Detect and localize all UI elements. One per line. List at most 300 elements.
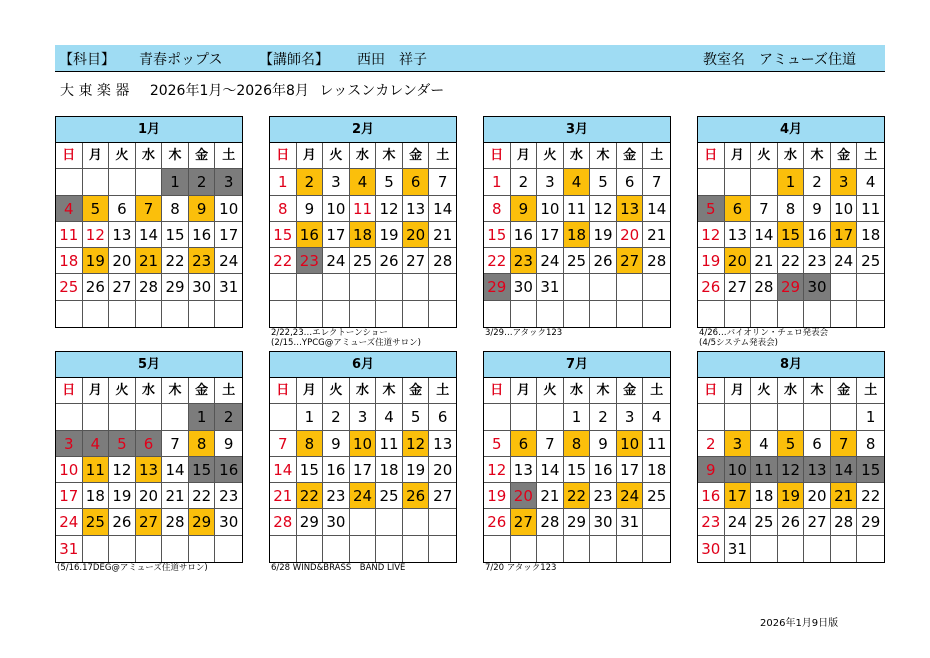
day-cell: 21	[270, 483, 297, 509]
day-cell: 29	[857, 509, 884, 535]
day-cell: 2	[511, 169, 538, 195]
month-title: 3月	[484, 117, 670, 143]
day-cell: 31	[215, 274, 242, 300]
day-cell: 3	[725, 431, 752, 457]
day-cell: 28	[270, 509, 297, 535]
day-cell: 2	[804, 169, 831, 195]
month-note	[57, 563, 208, 573]
day-cell: 3	[537, 169, 564, 195]
day-cell: 7	[429, 169, 456, 195]
day-cell: 27	[136, 509, 163, 535]
day-cell: 30	[189, 274, 216, 300]
day-cell: 18	[643, 457, 670, 483]
month-grid	[698, 378, 884, 562]
day-cell: 29	[778, 274, 805, 300]
day-cell: 19	[484, 483, 511, 509]
empty-cell	[778, 404, 805, 430]
day-cell: 26	[590, 248, 617, 274]
day-cell: 14	[429, 196, 456, 222]
empty-cell	[83, 169, 110, 195]
day-cell: 1	[778, 169, 805, 195]
empty-cell	[751, 169, 778, 195]
day-cell: 24	[725, 509, 752, 535]
day-cell: 18	[56, 248, 83, 274]
day-cell: 21	[537, 483, 564, 509]
day-cell: 8	[778, 196, 805, 222]
empty-cell	[270, 301, 297, 327]
weekday-header: 水	[350, 378, 377, 404]
day-cell: 27	[804, 509, 831, 535]
empty-cell	[429, 509, 456, 535]
month-title: 6月	[270, 352, 456, 378]
day-cell: 4	[376, 404, 403, 430]
day-cell: 3	[831, 169, 858, 195]
day-cell: 26	[376, 248, 403, 274]
day-cell: 5	[83, 196, 110, 222]
day-cell: 6	[617, 169, 644, 195]
weekday-header: 金	[617, 378, 644, 404]
month-title: 4月	[698, 117, 884, 143]
day-cell: 16	[297, 222, 324, 248]
day-cell: 11	[83, 457, 110, 483]
day-cell: 25	[56, 274, 83, 300]
weekday-header: 日	[56, 378, 83, 404]
day-cell: 12	[484, 457, 511, 483]
empty-cell	[511, 301, 538, 327]
day-cell: 16	[215, 457, 242, 483]
day-cell: 1	[270, 169, 297, 195]
weekday-header: 土	[857, 143, 884, 169]
day-cell: 21	[643, 222, 670, 248]
day-cell: 17	[215, 222, 242, 248]
day-cell: 15	[270, 222, 297, 248]
empty-cell	[83, 301, 110, 327]
day-cell: 22	[297, 483, 324, 509]
weekday-header: 土	[215, 143, 242, 169]
day-cell: 27	[511, 509, 538, 535]
month-calendar	[55, 116, 243, 328]
empty-cell	[751, 301, 778, 327]
month-calendar	[483, 116, 671, 328]
weekday-header: 木	[590, 143, 617, 169]
empty-cell	[804, 301, 831, 327]
weekday-header: 火	[323, 378, 350, 404]
day-cell: 14	[537, 457, 564, 483]
empty-cell	[297, 301, 324, 327]
day-cell: 2	[323, 404, 350, 430]
empty-cell	[162, 536, 189, 562]
day-cell: 1	[484, 169, 511, 195]
day-cell: 16	[804, 222, 831, 248]
day-cell: 7	[751, 196, 778, 222]
empty-cell	[778, 301, 805, 327]
month-calendar	[55, 351, 243, 563]
day-cell: 5	[403, 404, 430, 430]
empty-cell	[215, 301, 242, 327]
day-cell: 13	[725, 222, 752, 248]
day-cell: 4	[83, 431, 110, 457]
day-cell: 27	[429, 483, 456, 509]
empty-cell	[857, 274, 884, 300]
day-cell: 6	[109, 196, 136, 222]
weekday-header: 月	[297, 143, 324, 169]
empty-cell	[323, 536, 350, 562]
empty-cell	[725, 301, 752, 327]
day-cell: 7	[643, 169, 670, 195]
day-cell: 23	[297, 248, 324, 274]
day-cell: 20	[511, 483, 538, 509]
note-line: (4/5システム発表会)	[699, 338, 778, 348]
day-cell: 13	[804, 457, 831, 483]
weekday-header: 土	[857, 378, 884, 404]
classroom-label: 教室名	[703, 52, 745, 68]
day-cell: 10	[831, 196, 858, 222]
day-cell: 23	[189, 248, 216, 274]
empty-cell	[297, 536, 324, 562]
day-cell: 7	[136, 196, 163, 222]
day-cell: 17	[537, 222, 564, 248]
day-cell: 15	[857, 457, 884, 483]
day-cell: 5	[778, 431, 805, 457]
weekday-header: 木	[162, 378, 189, 404]
day-cell: 21	[751, 248, 778, 274]
day-cell: 24	[831, 248, 858, 274]
weekday-header: 日	[270, 378, 297, 404]
weekday-header: 土	[215, 378, 242, 404]
day-cell: 6	[403, 169, 430, 195]
weekday-header: 木	[804, 143, 831, 169]
day-cell: 13	[403, 196, 430, 222]
day-cell: 1	[857, 404, 884, 430]
day-cell: 6	[511, 431, 538, 457]
day-cell: 11	[857, 196, 884, 222]
day-cell: 26	[484, 509, 511, 535]
weekday-header: 金	[831, 378, 858, 404]
day-cell: 19	[778, 483, 805, 509]
day-cell: 9	[804, 196, 831, 222]
empty-cell	[323, 274, 350, 300]
empty-cell	[136, 404, 163, 430]
empty-cell	[831, 274, 858, 300]
empty-cell	[537, 301, 564, 327]
day-cell: 23	[804, 248, 831, 274]
weekday-header: 木	[804, 378, 831, 404]
day-cell: 10	[725, 457, 752, 483]
month-title: 1月	[56, 117, 242, 143]
day-cell: 31	[56, 536, 83, 562]
weekday-header: 水	[136, 143, 163, 169]
month-calendar	[697, 116, 885, 328]
day-cell: 29	[297, 509, 324, 535]
day-cell: 10	[537, 196, 564, 222]
subtitle	[60, 80, 450, 100]
weekday-header: 木	[162, 143, 189, 169]
empty-cell	[484, 536, 511, 562]
day-cell: 8	[564, 431, 591, 457]
day-cell: 3	[350, 404, 377, 430]
weekday-header: 月	[511, 143, 538, 169]
day-cell: 20	[429, 457, 456, 483]
day-cell: 26	[698, 274, 725, 300]
day-cell: 30	[804, 274, 831, 300]
day-cell: 6	[136, 431, 163, 457]
empty-cell	[751, 536, 778, 562]
month-calendar	[697, 351, 885, 563]
weekday-header: 日	[56, 143, 83, 169]
day-cell: 13	[109, 222, 136, 248]
day-cell: 23	[511, 248, 538, 274]
day-cell: 15	[484, 222, 511, 248]
day-cell: 13	[617, 196, 644, 222]
day-cell: 23	[698, 509, 725, 535]
day-cell: 7	[270, 431, 297, 457]
day-cell: 29	[484, 274, 511, 300]
day-cell: 27	[109, 274, 136, 300]
weekday-header: 水	[136, 378, 163, 404]
day-cell: 28	[429, 248, 456, 274]
weekday-header: 日	[698, 143, 725, 169]
day-cell: 25	[857, 248, 884, 274]
day-cell: 17	[831, 222, 858, 248]
day-cell: 19	[109, 483, 136, 509]
day-cell: 14	[162, 457, 189, 483]
empty-cell	[270, 536, 297, 562]
empty-cell	[484, 404, 511, 430]
weekday-header: 土	[643, 143, 670, 169]
weekday-header: 金	[831, 143, 858, 169]
day-cell: 9	[189, 196, 216, 222]
month-grid	[56, 378, 242, 562]
day-cell: 25	[751, 509, 778, 535]
day-cell: 13	[511, 457, 538, 483]
note-line: 2/22,23…エレクトーンショー	[271, 328, 388, 338]
day-cell: 9	[511, 196, 538, 222]
weekday-header: 木	[376, 143, 403, 169]
classroom-name: アミューズ住道	[759, 52, 857, 68]
empty-cell	[297, 274, 324, 300]
calendar-caption: レッスンカレンダー	[319, 83, 445, 99]
empty-cell	[56, 404, 83, 430]
day-cell: 12	[590, 196, 617, 222]
subject-name: 青春ポップス	[139, 52, 223, 68]
day-cell: 18	[376, 457, 403, 483]
month-title: 7月	[484, 352, 670, 378]
day-cell: 26	[403, 483, 430, 509]
empty-cell	[564, 274, 591, 300]
month-note	[485, 328, 562, 338]
weekday-header: 水	[564, 143, 591, 169]
empty-cell	[376, 536, 403, 562]
day-cell: 18	[564, 222, 591, 248]
empty-cell	[725, 169, 752, 195]
day-cell: 21	[162, 483, 189, 509]
day-cell: 17	[56, 483, 83, 509]
day-cell: 27	[725, 274, 752, 300]
weekday-header: 水	[350, 143, 377, 169]
day-cell: 1	[297, 404, 324, 430]
day-cell: 10	[323, 196, 350, 222]
month-title: 5月	[56, 352, 242, 378]
day-cell: 16	[698, 483, 725, 509]
day-cell: 20	[403, 222, 430, 248]
empty-cell	[83, 404, 110, 430]
day-cell: 23	[590, 483, 617, 509]
day-cell: 31	[725, 536, 752, 562]
weekday-header: 火	[751, 143, 778, 169]
day-cell: 6	[725, 196, 752, 222]
day-cell: 23	[215, 483, 242, 509]
empty-cell	[215, 536, 242, 562]
day-cell: 21	[136, 248, 163, 274]
day-cell: 23	[323, 483, 350, 509]
teacher-label: 【講師名】	[259, 52, 329, 68]
day-cell: 2	[590, 404, 617, 430]
empty-cell	[109, 169, 136, 195]
empty-cell	[376, 301, 403, 327]
empty-cell	[751, 404, 778, 430]
period: 2026年1月～2026年8月	[149, 83, 309, 99]
day-cell: 10	[617, 431, 644, 457]
day-cell: 15	[564, 457, 591, 483]
day-cell: 5	[109, 431, 136, 457]
day-cell: 8	[270, 196, 297, 222]
header-bar	[55, 45, 885, 72]
weekday-header: 日	[698, 378, 725, 404]
month-title: 8月	[698, 352, 884, 378]
weekday-header: 日	[484, 143, 511, 169]
day-cell: 10	[350, 431, 377, 457]
day-cell: 30	[698, 536, 725, 562]
weekday-header: 火	[323, 143, 350, 169]
empty-cell	[831, 301, 858, 327]
day-cell: 28	[643, 248, 670, 274]
day-cell: 19	[590, 222, 617, 248]
day-cell: 28	[831, 509, 858, 535]
empty-cell	[537, 536, 564, 562]
empty-cell	[857, 301, 884, 327]
day-cell: 5	[698, 196, 725, 222]
weekday-header: 火	[109, 143, 136, 169]
empty-cell	[857, 536, 884, 562]
empty-cell	[698, 169, 725, 195]
day-cell: 28	[162, 509, 189, 535]
empty-cell	[403, 536, 430, 562]
month-calendar	[483, 351, 671, 563]
day-cell: 4	[643, 404, 670, 430]
day-cell: 15	[778, 222, 805, 248]
day-cell: 10	[56, 457, 83, 483]
day-cell: 6	[429, 404, 456, 430]
day-cell: 16	[323, 457, 350, 483]
day-cell: 22	[857, 483, 884, 509]
day-cell: 19	[83, 248, 110, 274]
day-cell: 4	[56, 196, 83, 222]
day-cell: 31	[617, 509, 644, 535]
day-cell: 11	[350, 196, 377, 222]
day-cell: 17	[617, 457, 644, 483]
day-cell: 24	[617, 483, 644, 509]
day-cell: 8	[189, 431, 216, 457]
month-note	[485, 563, 556, 573]
day-cell: 22	[778, 248, 805, 274]
day-cell: 28	[136, 274, 163, 300]
day-cell: 3	[323, 169, 350, 195]
weekday-header: 水	[564, 378, 591, 404]
day-cell: 26	[109, 509, 136, 535]
day-cell: 4	[857, 169, 884, 195]
empty-cell	[350, 536, 377, 562]
empty-cell	[162, 404, 189, 430]
month-note	[699, 328, 828, 348]
day-cell: 17	[725, 483, 752, 509]
day-cell: 11	[643, 431, 670, 457]
day-cell: 12	[376, 196, 403, 222]
empty-cell	[429, 301, 456, 327]
weekday-header: 土	[429, 378, 456, 404]
weekday-header: 火	[751, 378, 778, 404]
day-cell: 3	[215, 169, 242, 195]
empty-cell	[270, 274, 297, 300]
weekday-header: 水	[778, 378, 805, 404]
empty-cell	[109, 301, 136, 327]
day-cell: 5	[590, 169, 617, 195]
day-cell: 12	[698, 222, 725, 248]
month-title: 2月	[270, 117, 456, 143]
day-cell: 8	[857, 431, 884, 457]
teacher-name: 西田 祥子	[357, 52, 427, 68]
empty-cell	[511, 404, 538, 430]
month-grid	[270, 143, 456, 327]
day-cell: 16	[590, 457, 617, 483]
day-cell: 24	[323, 248, 350, 274]
empty-cell	[725, 404, 752, 430]
day-cell: 14	[643, 196, 670, 222]
day-cell: 2	[698, 431, 725, 457]
day-cell: 25	[376, 483, 403, 509]
day-cell: 15	[162, 222, 189, 248]
note-line: 6/28 WIND&BRASS BAND LIVE	[271, 563, 406, 573]
month-note	[271, 563, 405, 573]
day-cell: 9	[590, 431, 617, 457]
note-line: 7/20 アタック123	[485, 563, 557, 573]
day-cell: 25	[643, 483, 670, 509]
empty-cell	[831, 536, 858, 562]
weekday-header: 月	[83, 378, 110, 404]
day-cell: 20	[725, 248, 752, 274]
weekday-header: 土	[429, 143, 456, 169]
weekday-header: 日	[484, 378, 511, 404]
day-cell: 11	[56, 222, 83, 248]
day-cell: 27	[617, 248, 644, 274]
day-cell: 24	[56, 509, 83, 535]
empty-cell	[189, 536, 216, 562]
note-line: (2/15…YPCG@アミューズ住道サロン)	[271, 338, 421, 348]
day-cell: 13	[429, 431, 456, 457]
empty-cell	[350, 509, 377, 535]
month-calendar	[269, 116, 457, 328]
day-cell: 29	[564, 509, 591, 535]
empty-cell	[83, 536, 110, 562]
day-cell: 8	[484, 196, 511, 222]
empty-cell	[136, 301, 163, 327]
empty-cell	[617, 274, 644, 300]
day-cell: 18	[350, 222, 377, 248]
day-cell: 1	[189, 404, 216, 430]
day-cell: 20	[617, 222, 644, 248]
empty-cell	[643, 274, 670, 300]
empty-cell	[429, 536, 456, 562]
empty-cell	[804, 404, 831, 430]
